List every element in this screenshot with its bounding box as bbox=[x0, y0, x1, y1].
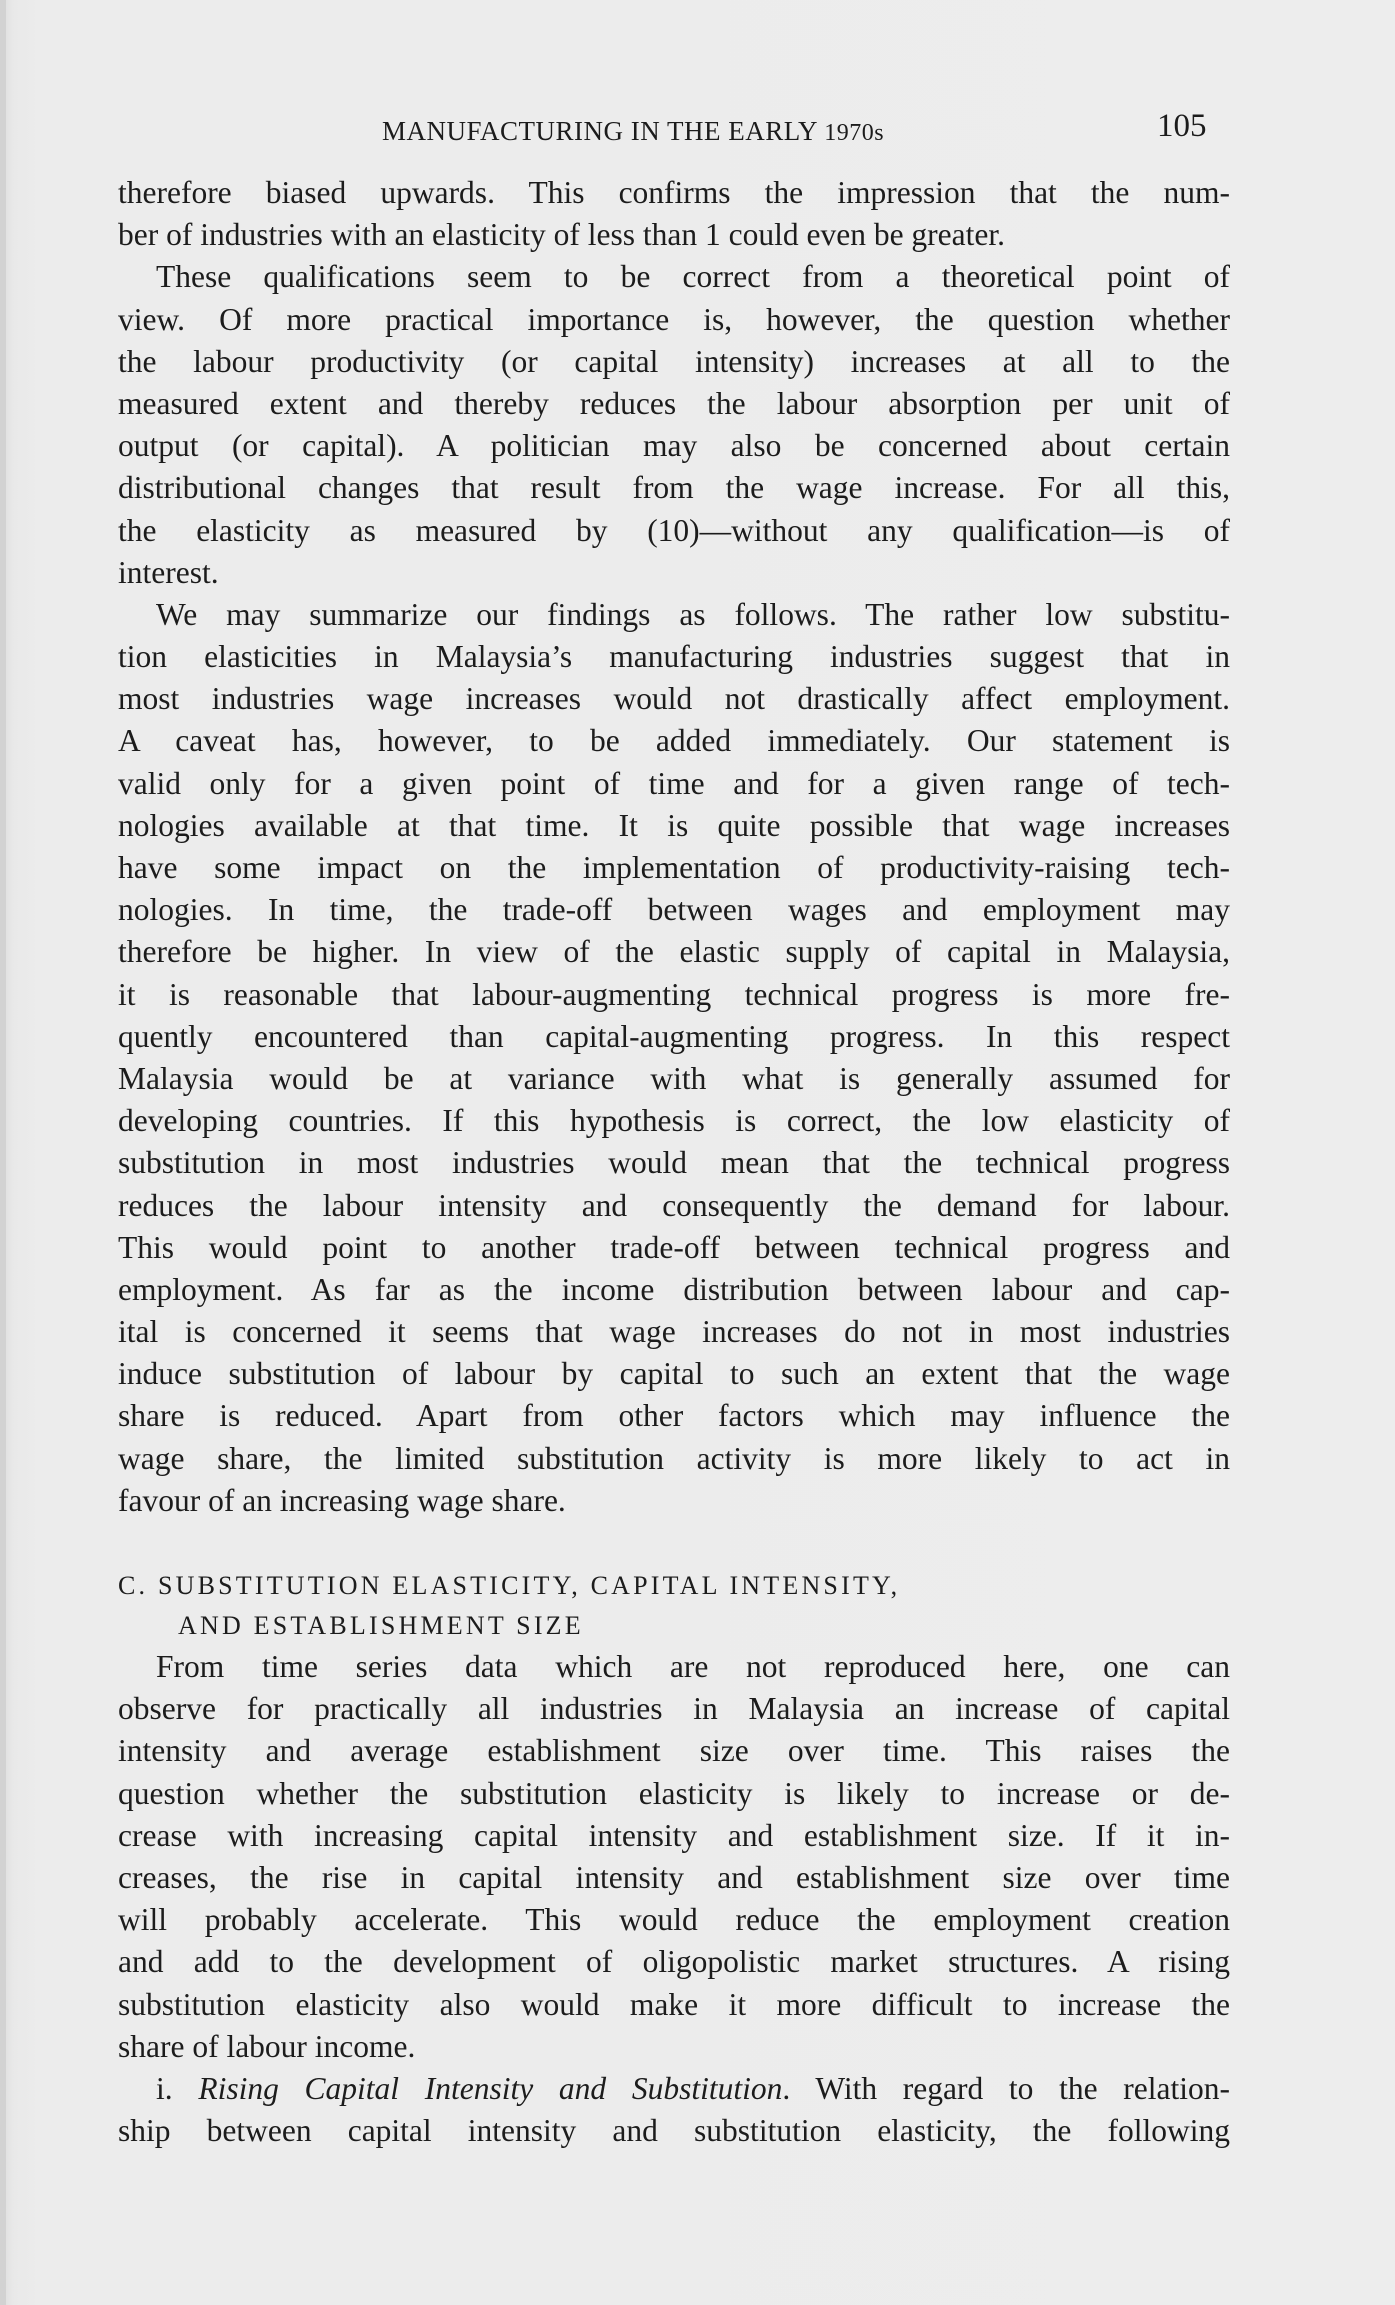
paragraph-time-series bbox=[118, 1646, 1230, 2068]
text-line: favour of an increasing wage share. bbox=[118, 1482, 566, 1518]
text-line: measured extent and thereby reduces the labour absorption per unit of bbox=[118, 385, 1230, 421]
text-line: share of labour income. bbox=[118, 2028, 416, 2064]
text-line: wage share, the limited substitution activity is more likely to act in bbox=[118, 1440, 1230, 1476]
text-line: quently encountered than capital-augmenting progress. In this respect bbox=[118, 1018, 1230, 1054]
text-line: the elasticity as measured by (10)—without any qualification—is of bbox=[118, 512, 1230, 548]
running-head-year: 1970s bbox=[824, 120, 885, 146]
text-line bbox=[118, 2068, 1230, 2110]
body-text bbox=[118, 172, 1230, 2152]
text-run: . With regard to the relation- bbox=[782, 2070, 1230, 2106]
subsection-number: i. bbox=[156, 2070, 199, 2106]
text-line: employment. As far as the income distribution between labour and cap- bbox=[118, 1271, 1230, 1307]
text-line: ber of industries with an elasticity of less than 1 could even be greater. bbox=[118, 217, 1005, 253]
text-line: substitution elasticity also would make it more difficult to increase the bbox=[118, 1986, 1230, 2022]
text-line: it is reasonable that labour-augmenting technical progress is more fre- bbox=[118, 976, 1230, 1012]
text-line: We may summarize our findings as follows. The rather low substitu- bbox=[156, 596, 1230, 632]
text-line: ital is concerned it seems that wage increases do not in most industries bbox=[118, 1314, 1230, 1350]
text-line: nologies. In time, the trade-off between wages and employment may bbox=[118, 892, 1230, 928]
text-line: have some impact on the implementation of productivity-raising tech- bbox=[118, 850, 1230, 885]
text-line: the labour productivity (or capital intensity) increases at all to the bbox=[118, 343, 1230, 379]
text-line: question whether the substitution elasticity is likely to increase or de- bbox=[118, 1775, 1230, 1811]
text-line: Malaysia would be at variance with what is generally assumed for bbox=[118, 1060, 1230, 1096]
text-line: therefore biased upwards. This confirms the impression that the num- bbox=[118, 175, 1230, 210]
section-heading-line-1: C. SUBSTITUTION ELASTICITY, CAPITAL INTENSITY, bbox=[118, 1571, 901, 1600]
text-line: induce substitution of labour by capital to such an extent that the wage bbox=[118, 1356, 1230, 1392]
text-line: distributional changes that result from the wage increase. For all this, bbox=[118, 470, 1230, 506]
text-line: substitution in most industries would mean that the technical progress bbox=[118, 1145, 1230, 1181]
text-line: This would point to another trade-off between technical progress and bbox=[118, 1229, 1230, 1265]
text-line: intensity and average establishment size over time. This raises the bbox=[118, 1733, 1230, 1769]
text-line: A caveat has, however, to be added immediately. Our statement is bbox=[118, 723, 1230, 759]
section-heading-line-2: AND ESTABLISHMENT SIZE bbox=[178, 1611, 584, 1640]
paragraph-continuation bbox=[118, 172, 1230, 256]
text-line: ship between capital intensity and substitution elasticity, the following bbox=[118, 2113, 1230, 2149]
text-line: view. Of more practical importance is, however, the question whether bbox=[118, 301, 1230, 337]
page-spine-edge bbox=[0, 0, 6, 2305]
paragraph-rising-capital-intensity bbox=[118, 2068, 1230, 2152]
text-line: tion elasticities in Malaysia’s manufacturing industries suggest that in bbox=[118, 639, 1230, 675]
text-line: reduces the labour intensity and consequently the demand for labour. bbox=[118, 1187, 1230, 1223]
text-line: These qualifications seem to be correct from a theoretical point of bbox=[156, 259, 1230, 295]
text-line: output (or capital). A politician may also be concerned about certain bbox=[118, 428, 1230, 464]
running-head-title: MANUFACTURING IN THE EARLY bbox=[382, 116, 825, 146]
running-head bbox=[382, 116, 884, 147]
text-line: nologies available at that time. It is quite possible that wage increases bbox=[118, 807, 1230, 843]
page-number: 105 bbox=[1157, 108, 1207, 144]
text-line: From time series data which are not reproduced here, one can bbox=[156, 1649, 1230, 1684]
paragraph-qualifications bbox=[118, 256, 1230, 594]
text-line: valid only for a given point of time and for a given range of tech- bbox=[118, 765, 1230, 801]
text-line: therefore be higher. In view of the elastic supply of capital in Malaysia, bbox=[118, 934, 1230, 970]
paragraph-summary bbox=[118, 594, 1230, 1522]
text-line: share is reduced. Apart from other factors which may influence the bbox=[118, 1398, 1230, 1434]
text-line: most industries wage increases would not drastically affect employment. bbox=[118, 681, 1230, 717]
subsection-title: Rising Capital Intensity and Substitution bbox=[198, 2070, 783, 2106]
text-line: crease with increasing capital intensity and establishment size. If it in- bbox=[118, 1817, 1230, 1853]
text-line: developing countries. If this hypothesis is correct, the low elasticity of bbox=[118, 1103, 1230, 1139]
text-line: and add to the development of oligopolistic market structures. A rising bbox=[118, 1944, 1230, 1980]
text-line: interest. bbox=[118, 554, 219, 590]
text-line: creases, the rise in capital intensity and establishment size over time bbox=[118, 1859, 1230, 1895]
section-heading bbox=[118, 1566, 1230, 1646]
text-line: observe for practically all industries in Malaysia an increase of capital bbox=[118, 1691, 1230, 1727]
text-line: will probably accelerate. This would reduce the employment creation bbox=[118, 1902, 1230, 1938]
section-spacer bbox=[118, 1522, 1230, 1566]
page-header bbox=[0, 108, 1395, 148]
